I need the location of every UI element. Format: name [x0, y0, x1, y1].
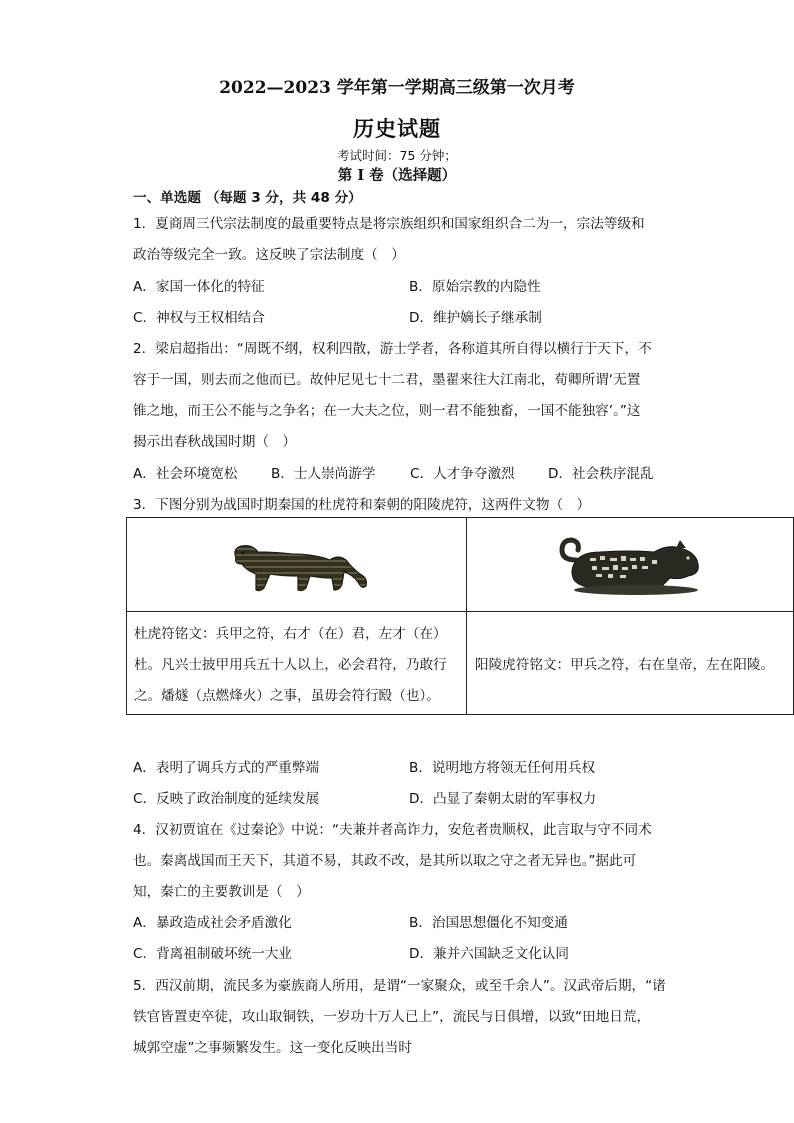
artifact-table [126, 517, 794, 715]
question-2-option-b[interactable]: B．士人崇尚游学 [271, 466, 376, 482]
question-2-line-1: 2．梁启超指出：“周既不纲，权利四散，游士学者，各称道其所自得以横行于天下，不 [133, 341, 652, 357]
section-heading: 一、单选题 （每题 3 分，共 48 分） [133, 190, 362, 206]
question-4-option-c[interactable]: C．背离祖制破坏统一大业 [133, 946, 293, 962]
question-4-option-d[interactable]: D．兼并六国缺乏文化认同 [409, 946, 569, 962]
du-tiger-tally-icon [222, 534, 372, 596]
exam-title: 2022—2023 学年第一学期高三级第一次月考 [219, 78, 575, 98]
question-1-line-2: 政治等级完全一致。这反映了宗法制度（ ） [133, 247, 405, 263]
question-4-option-b[interactable]: B．治国思想僵化不知变通 [409, 915, 568, 931]
question-3-option-b[interactable]: B．说明地方将领无任何用兵权 [409, 760, 596, 776]
volume-title: 第 I 卷（选择题） [337, 167, 457, 184]
question-3-option-c[interactable]: C．反映了政治制度的延续发展 [133, 791, 320, 807]
question-3-option-a[interactable]: A．表明了调兵方式的严重弊端 [133, 760, 320, 776]
question-3-option-d[interactable]: D．凸显了秦朝太尉的军事权力 [409, 791, 597, 807]
question-1-option-d[interactable]: D．维护嫡长子继承制 [409, 310, 542, 326]
question-2-line-4: 揭示出春秋战国时期（ ） [133, 434, 297, 450]
yangling-tiger-tally-icon [550, 530, 710, 600]
question-2-option-a[interactable]: A．社会环境宽松 [133, 466, 238, 482]
question-1-option-c[interactable]: C．神权与王权相结合 [133, 310, 265, 326]
du-tiger-tally-image [127, 518, 466, 611]
question-4-option-a[interactable]: A．暴政造成社会矛盾激化 [133, 915, 292, 931]
question-4-line-2: 也。秦离战国而王天下，其道不易，其政不改，是其所以取之守之者无异也。”据此可 [133, 853, 637, 869]
subject-title: 历史试题 [353, 116, 441, 141]
question-2-line-2: 容于一国，则去而之他而已。故仲尼见七十二君，墨翟来往大江南北，荀卿所谓‘无置 [133, 372, 641, 388]
question-1-option-b[interactable]: B．原始宗教的内隐性 [409, 279, 541, 295]
du-tiger-tally-inscription: 杜虎符铭文：兵甲之符，右才（在）君，左才（在）杜。凡兴士披甲用兵五十人以上，必会君符，乃敢行之。燔燧（点燃烽火）之事，虽毋会符行殹（也）。 [134, 626, 447, 704]
table-divider-horizontal [127, 611, 793, 612]
question-2-option-d[interactable]: D．社会秩序混乱 [548, 466, 654, 482]
question-5-line-2: 铁官皆置吏卒徒，攻山取铜铁，一岁功十万人已上”，流民与日俱增，以致“田地日荒， [133, 1009, 651, 1025]
question-2-option-c[interactable]: C．人才争夺激烈 [410, 466, 515, 482]
question-1-option-a[interactable]: A．家国一体化的特征 [133, 279, 265, 295]
question-3-line-1: 3．下图分别为战国时期秦国的杜虎符和秦朝的阳陵虎符，这两件文物（ ） [133, 497, 591, 513]
question-4-line-1: 4．汉初贾谊在《过秦论》中说：“夫兼并者高诈力，安危者贵顺权，此言取与守不同术 [133, 822, 652, 838]
question-2-line-3: 锥之地，而王公不能与之争名；在一大夫之位，则一君不能独畜，一国不能独容’。”这 [133, 403, 641, 419]
question-5-line-3: 城郭空虚”之事频繁发生。这一变化反映出当时 [133, 1040, 412, 1056]
exam-time: 考试时间：75 分钟； [337, 148, 457, 163]
question-4-line-3: 知，秦亡的主要教训是（ ） [133, 884, 310, 900]
question-1-line-1: 1．夏商周三代宗法制度的最重要特点是将宗族组织和国家组织合二为一，宗法等级和 [133, 216, 645, 232]
yangling-tiger-tally-image [467, 518, 793, 611]
question-5-line-1: 5．西汉前期，流民多为豪族商人所用，是谓“一家聚众，或至千余人”。汉武帝后期，“诸 [133, 978, 666, 994]
yangling-tiger-tally-inscription: 阳陵虎符铭文：甲兵之符，右在皇帝，左在阳陵。 [475, 657, 775, 673]
